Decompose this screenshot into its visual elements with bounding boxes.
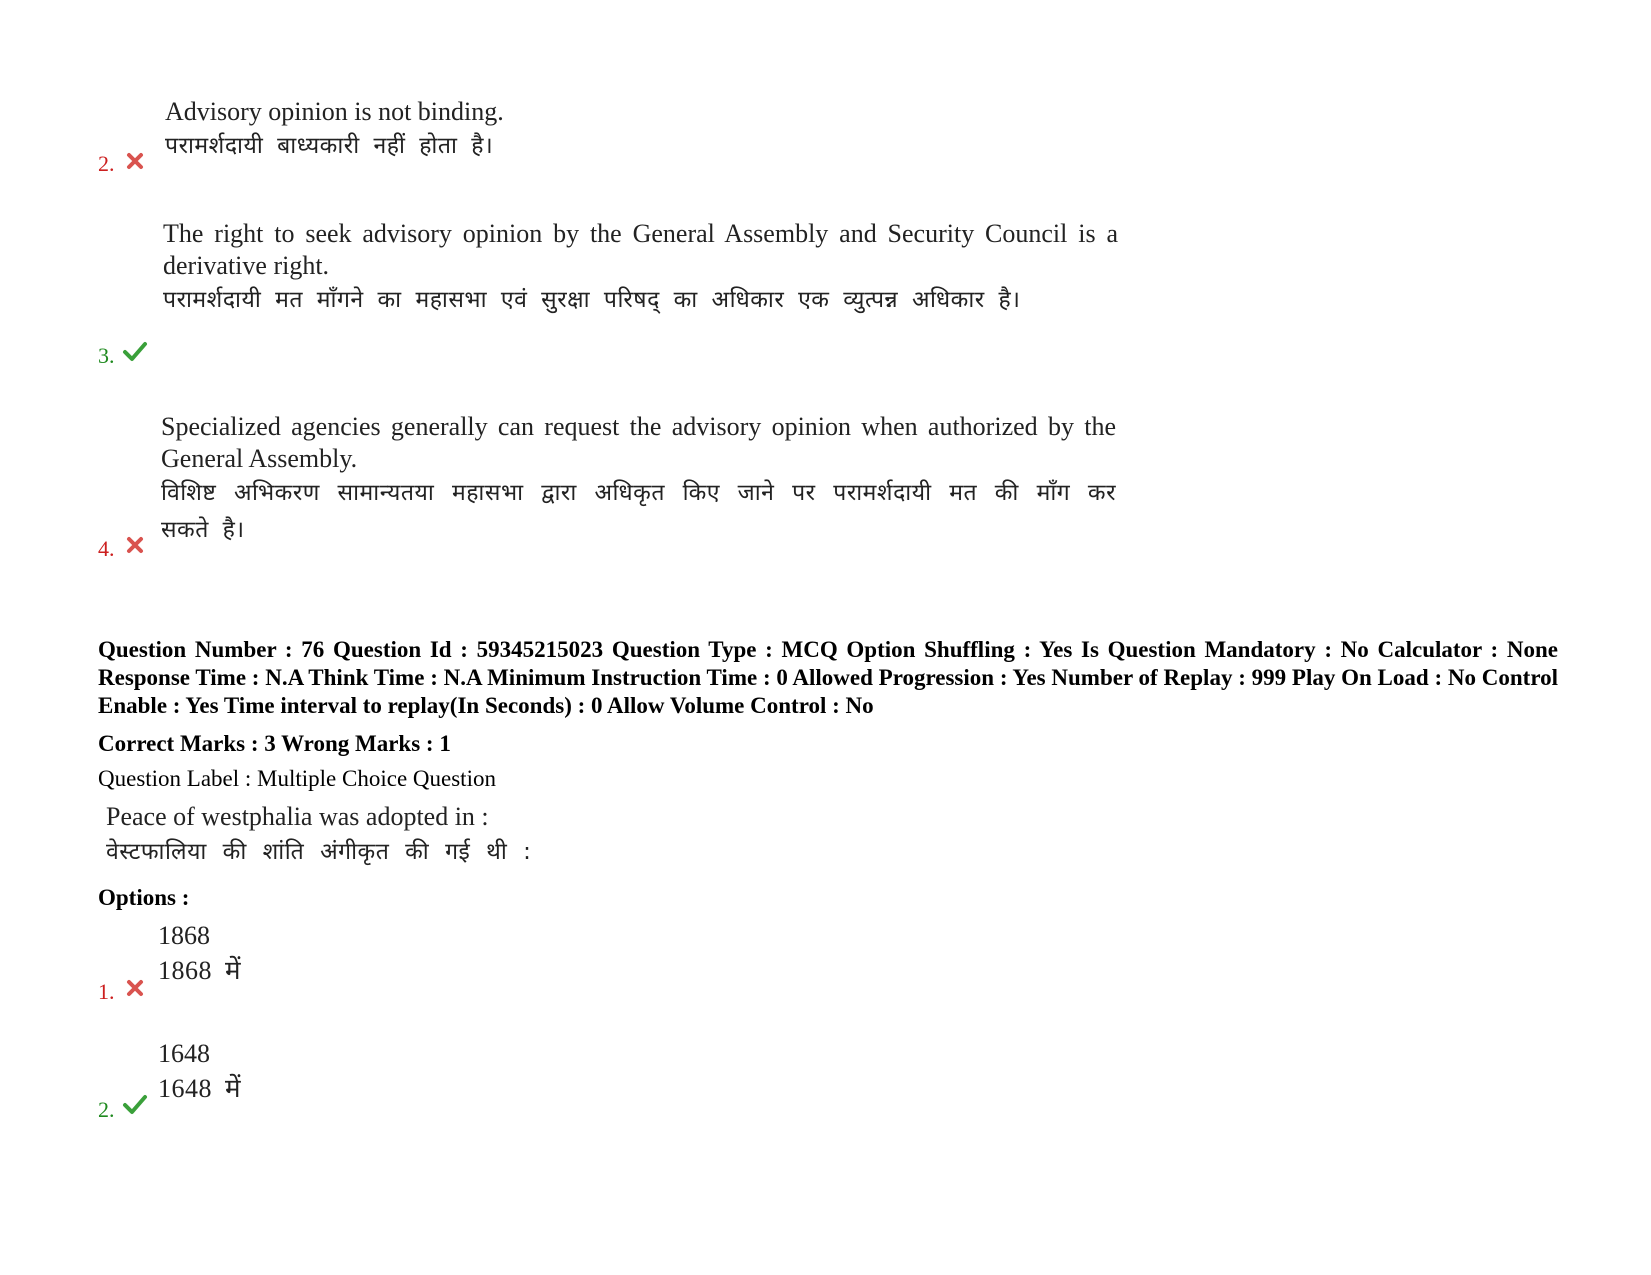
- prev-option-4-text: [161, 411, 1116, 549]
- prev-option-3-number: 3.: [98, 343, 115, 368]
- prev-option-2-hi: परामर्शदायी बाध्यकारी नहीं होता है।: [165, 133, 494, 159]
- option-2-en: 1648: [158, 1039, 210, 1068]
- option-2-hi: 1648 में: [158, 1074, 242, 1103]
- check-icon: [122, 1093, 148, 1115]
- option-2-number: 2.: [98, 1097, 115, 1122]
- question-text-hi: वेस्टफालिया की शांति अंगीकृत की गई थी :: [106, 839, 532, 865]
- option-2-text: [158, 1038, 458, 1107]
- question-text-en: Peace of westphalia was adopted in :: [106, 802, 489, 831]
- prev-option-4-number: 4.: [98, 536, 115, 561]
- cross-icon: [124, 977, 146, 999]
- prev-option-3-hi: परामर्शदायी मत माँगने का महासभा एवं सुरक्षा परिषद् का अधिकार एक व्युत्पन्न अधिकार है।: [163, 287, 1021, 313]
- prev-option-4-hi: विशिष्ट अभिकरण सामान्यतया महासभा द्वारा अधिकृत किए जाने पर परामर्शदायी मत की माँग कर सकते है।: [161, 480, 1116, 543]
- prev-option-4-en: Specialized agencies generally can request the advisory opinion when authorized by the General Assembly.: [161, 412, 1116, 473]
- option-1-en: 1868: [158, 921, 210, 950]
- cross-icon: [124, 534, 146, 556]
- question-marks: Correct Marks : 3 Wrong Marks : 1: [98, 731, 451, 756]
- check-icon: [122, 340, 148, 362]
- question-label: Question Label : Multiple Choice Question: [98, 766, 496, 791]
- prev-option-2-en: Advisory opinion is not binding.: [165, 97, 504, 126]
- prev-option-3-text: [163, 218, 1118, 319]
- prev-option-2-number: 2.: [98, 151, 115, 176]
- question-meta: Question Number : 76 Question Id : 59345215023 Question Type : MCQ Option Shuffling : Yes Is Question Mandatory : No Calculator : None Response Time : N.A Think Time : N.A Minimum Instruction Time : 0 Allowed Progression : Yes Number of Replay : 999 Play On Load : No Control Enable : Yes Time interval to replay(In Seconds) : 0 Allow Volume Control : No: [98, 637, 1558, 718]
- option-1-number: 1.: [98, 979, 115, 1004]
- options-heading: Options :: [98, 885, 190, 910]
- prev-option-3-en: The right to seek advisory opinion by the General Assembly and Security Council is a derivative right.: [163, 219, 1118, 280]
- question-text: [106, 801, 531, 871]
- option-1-text: [158, 920, 458, 989]
- prev-option-2-text: [165, 96, 1125, 165]
- cross-icon: [124, 150, 146, 172]
- option-1-hi: 1868 में: [158, 956, 242, 985]
